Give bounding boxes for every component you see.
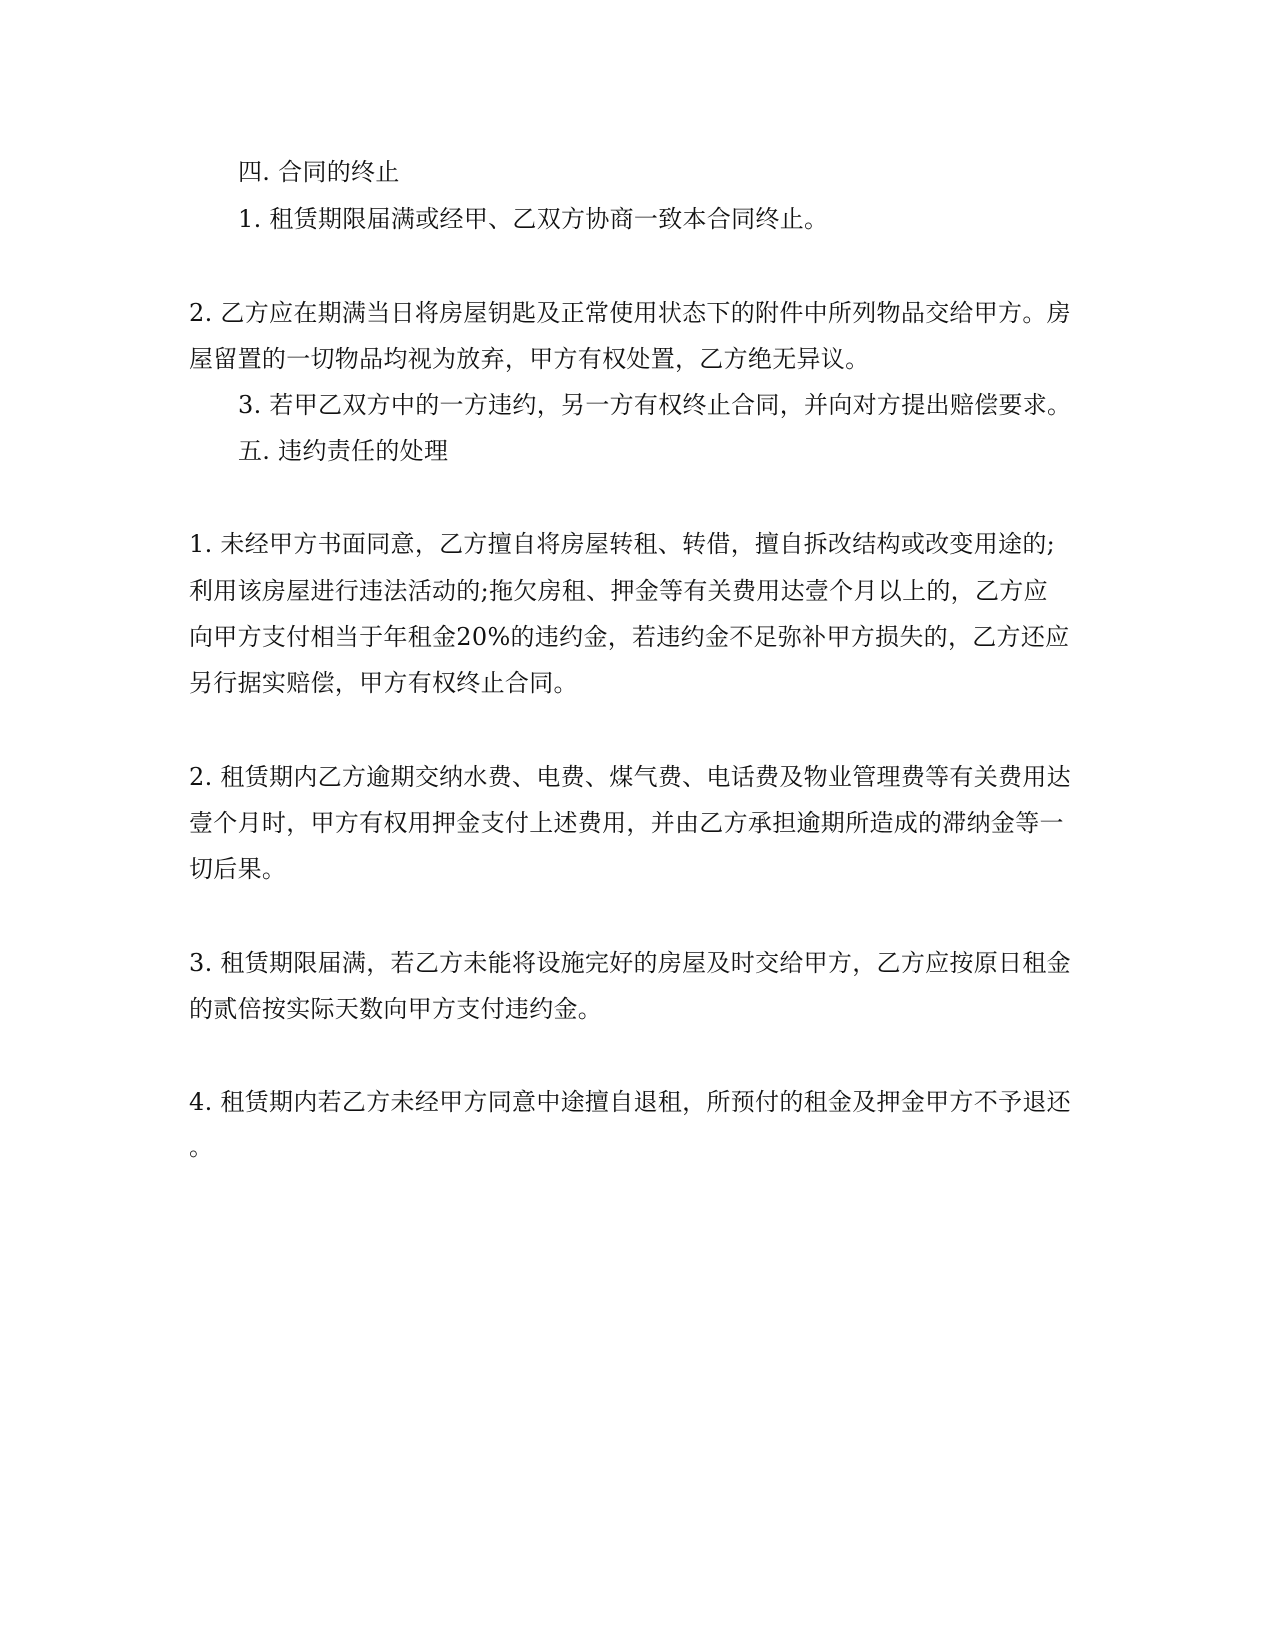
clause-termination-1-line-1: 1. 租赁期限届满或经甲、乙双方协商一致本合同终止。 xyxy=(238,205,829,233)
clause-breach-2-line-3: 切后果。 xyxy=(189,855,287,883)
clause-breach-2-line-2: 壹个月时，甲方有权用押金支付上述费用，并由乙方承担逾期所造成的滞纳金等一 xyxy=(189,809,1064,837)
clause-breach-3-line-2: 的贰倍按实际天数向甲方支付违约金。 xyxy=(189,995,603,1023)
clause-breach-1-line-2: 利用该房屋进行违法活动的;拖欠房租、押金等有关费用达壹个月以上的，乙方应 xyxy=(189,577,1048,605)
clause-breach-4-line-1: 4. 租赁期内若乙方未经甲方同意中途擅自退租，所预付的租金及押金甲方不予退还 xyxy=(189,1088,1071,1116)
clause-termination-2-line-1: 2. 乙方应在期满当日将房屋钥匙及正常使用状态下的附件中所列物品交给甲方。房 xyxy=(189,299,1071,327)
section-heading-termination: 四. 合同的终止 xyxy=(238,158,400,186)
clause-breach-4-line-2: 。 xyxy=(189,1133,214,1161)
section-heading-breach: 五. 违约责任的处理 xyxy=(238,437,449,465)
clause-breach-1-line-3: 向甲方支付相当于年租金20%的违约金，若违约金不足弥补甲方损失的，乙方还应 xyxy=(189,623,1070,651)
clause-termination-3-line-1: 3. 若甲乙双方中的一方违约，另一方有权终止合同，并向对方提出赔偿要求。 xyxy=(238,391,1072,419)
clause-breach-1-line-4: 另行据实赔偿，甲方有权终止合同。 xyxy=(189,669,578,697)
clause-breach-3-line-1: 3. 租赁期限届满，若乙方未能将设施完好的房屋及时交给甲方，乙方应按原日租金 xyxy=(189,949,1071,977)
clause-breach-1-line-1: 1. 未经甲方书面同意，乙方擅自将房屋转租、转借，擅自拆改结构或改变用途的; xyxy=(189,530,1056,558)
clause-termination-2-line-2: 屋留置的一切物品均视为放弃，甲方有权处置，乙方绝无异议。 xyxy=(189,345,870,373)
clause-breach-2-line-1: 2. 租赁期内乙方逾期交纳水费、电费、煤气费、电话费及物业管理费等有关费用达 xyxy=(189,763,1071,791)
